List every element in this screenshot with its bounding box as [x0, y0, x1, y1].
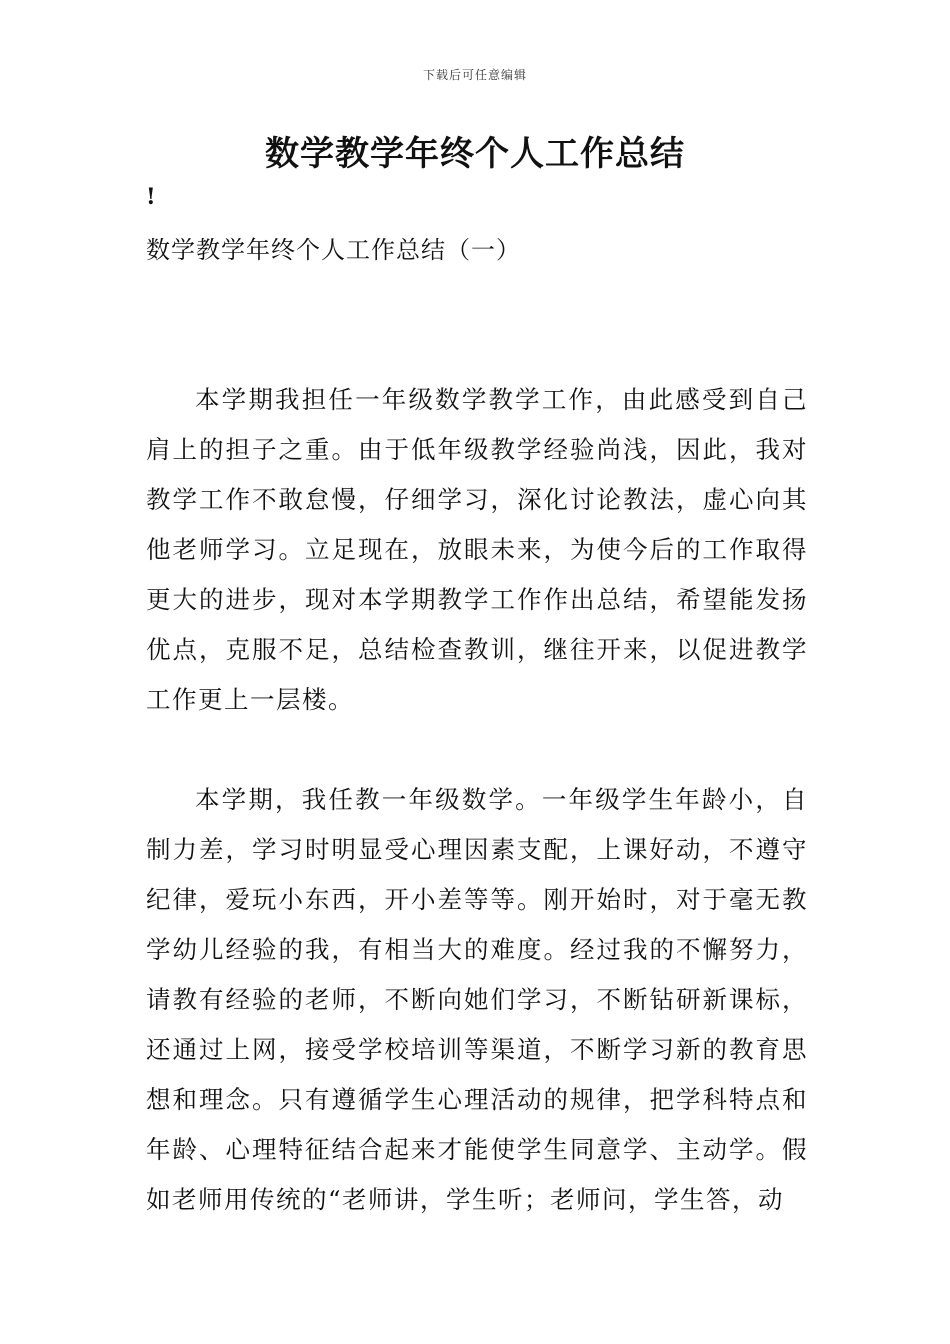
header-note: 下载后可任意编辑 [422, 68, 527, 82]
section-subtitle: 数学教学年终个人工作总结（一） [146, 236, 521, 264]
paragraph-2: 本学期，我任教一年级数学。一年级学生年龄小，自制力差，学习时明显受心理因素支配，上课好动，不遵守纪律，爱玩小东西，开小差等等。刚开始时，对于毫无教学幼儿经验的我，有相当大的难度。经过我的不懈努力，请教有经验的老师，不断向她们学习，不断钻研新课标，还通过上网，接受学校培训等渠道，不断学习新的教育思想和理念。只有遵循学生心理活动的规律，把学科特点和年龄、心理特征结合起来才能使学生同意学、主动学。假如老师用传统的“老师讲，学生听；老师问，学生答，动 [146, 785, 808, 1214]
paragraph-1: 本学期我担任一年级数学教学工作，由此感受到自己肩上的担子之重。由于低年级教学经验尚浅，因此，我对教学工作不敢怠慢，仔细学习，深化讨论教法，虚心向其他老师学习。立足现在，放眼未来，为使今后的工作取得更大的进步，现对本学期教学工作作出总结，希望能发扬优点，克服不足，总结检查教训，继往开来，以促进教学工作更上一层楼。 [146, 385, 808, 714]
exclamation-mark: ! [146, 184, 156, 210]
document-title: 数学教学年终个人工作总结 [265, 134, 685, 174]
